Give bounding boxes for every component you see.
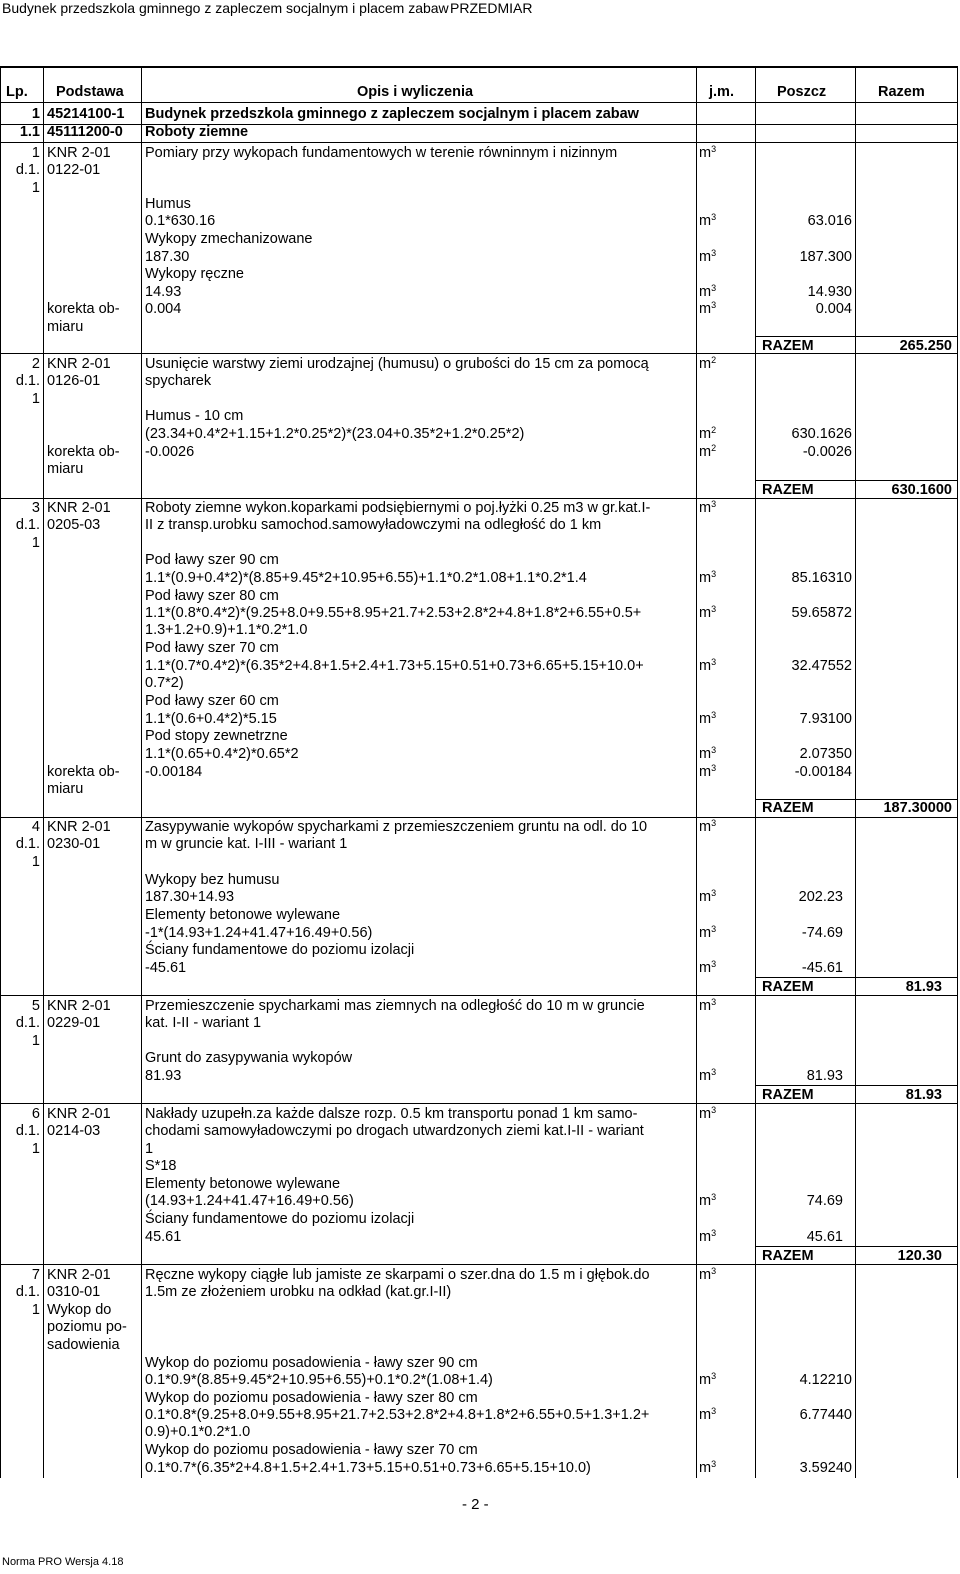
unit-symbol: m — [699, 711, 712, 727]
line-value: 45.61 — [806, 1229, 843, 1245]
line-value: 3.59240 — [799, 1460, 852, 1476]
col-rule — [43, 66, 44, 1478]
document-title: Budynek przedszkola gminnego z zapleczem socjalnym i placem zabaw — [2, 0, 449, 16]
line-label: Grunt do zasypywania wykopów — [145, 1050, 353, 1066]
item-podstawa: KNR 2-01 — [47, 356, 111, 372]
unit-exponent: 3 — [711, 144, 717, 154]
header-bottom-rule — [0, 102, 958, 103]
item-lp: d.1. — [15, 373, 40, 389]
line-value: 4.12210 — [799, 1372, 852, 1388]
unit-exponent: 3 — [711, 212, 717, 222]
unit-exponent: 3 — [711, 248, 717, 258]
line-formula: 14.93 — [145, 284, 182, 300]
unit-exponent: 3 — [711, 569, 717, 579]
col-rule — [957, 66, 958, 1478]
item-lp: d.1. — [15, 836, 40, 852]
unit-exponent: 3 — [711, 1459, 717, 1469]
section-code: 45214100-1 — [47, 106, 125, 122]
item-lp: d.1. — [15, 162, 40, 178]
korekta-label: miaru — [47, 461, 84, 477]
line-label: S*18 — [145, 1158, 177, 1174]
item-lp: d.1. — [15, 517, 40, 533]
line-label: Elementy betonowe wylewane — [145, 1176, 341, 1192]
unit — [699, 746, 716, 763]
line-formula: 1.3+1.2+0.9)+1.1*0.2*1.0 — [145, 622, 308, 638]
item-podstawa: 0230-01 — [47, 836, 101, 852]
unit-exponent: 3 — [711, 300, 717, 310]
item-description: Pomiary przy wykopach fundamentowych w terenie równinnym i nizinnym — [145, 145, 618, 161]
line-value: 63.016 — [807, 213, 852, 229]
item-podstawa: sadowienia — [47, 1337, 120, 1353]
unit-symbol: m — [699, 998, 712, 1014]
unit-symbol: m — [699, 1068, 712, 1084]
section-name: Roboty ziemne — [145, 124, 249, 140]
unit-symbol: m — [699, 1407, 712, 1423]
line-formula: 1.1*(0.65+0.4*2)*0.65*2 — [145, 746, 299, 762]
unit-exponent: 3 — [711, 657, 717, 667]
line-formula: 1.1*(0.7*0.4*2)*(6.35*2+4.8+1.5+2.4+1.73+5.15+0.51+0.73+6.65+5.15+10.0+ — [145, 658, 644, 674]
line-formula: -0.0026 — [145, 444, 195, 460]
unit — [699, 658, 716, 675]
unit — [699, 145, 716, 162]
line-value: 630.1626 — [791, 426, 852, 442]
unit — [699, 1106, 716, 1123]
item-rule — [0, 353, 958, 354]
unit-exponent: 3 — [711, 763, 717, 773]
item-description: kat. I-II - wariant 1 — [145, 1015, 262, 1031]
line-value: 0.004 — [815, 301, 852, 317]
unit-symbol: m — [699, 1193, 712, 1209]
section-code: 45111200-0 — [47, 124, 123, 140]
col-rule — [141, 66, 142, 1478]
razem-label: RAZEM — [762, 338, 814, 354]
item-description: chodami samowyładowczymi po drogach utwardzonych ziemi kat.I-II - wariant — [145, 1123, 644, 1139]
line-label: Ściany fundamentowe do poziomu izolacji — [145, 942, 415, 958]
razem-label: RAZEM — [762, 979, 814, 995]
line-formula: 0.1*0.9*(8.85+9.45*2+10.95+6.55)+0.1*0.2*(1.08+1.4) — [145, 1372, 493, 1388]
item-podstawa: 0214-03 — [47, 1123, 101, 1139]
item-lp: 4 — [31, 819, 40, 835]
unit — [699, 444, 716, 461]
unit-symbol: m — [699, 925, 712, 941]
unit — [699, 925, 716, 942]
line-value: -0.0026 — [802, 444, 852, 460]
unit — [699, 249, 716, 266]
unit-symbol: m — [699, 819, 712, 835]
unit-symbol: m — [699, 889, 712, 905]
item-podstawa: KNR 2-01 — [47, 819, 111, 835]
korekta-label: miaru — [47, 319, 84, 335]
korekta-label: miaru — [47, 781, 84, 797]
line-value: 14.930 — [807, 284, 852, 300]
line-formula: 0.004 — [145, 301, 182, 317]
unit-symbol: m — [699, 764, 712, 780]
unit-symbol: m — [699, 658, 712, 674]
line-label: Pod ławy szer 60 cm — [145, 693, 279, 709]
unit — [699, 764, 716, 781]
item-rule — [0, 817, 958, 818]
line-label: Elementy betonowe wylewane — [145, 907, 341, 923]
razem-total: 120.30 — [897, 1248, 942, 1264]
item-description: Nakłady uzupełn.za każde dalsze rozp. 0.5 km transportu ponad 1 km samo- — [145, 1106, 638, 1122]
col-rule — [0, 66, 1, 1478]
unit-exponent: 3 — [711, 1371, 717, 1381]
top-rule — [0, 66, 958, 68]
line-formula: (14.93+1.24+41.47+16.49+0.56) — [145, 1193, 354, 1209]
unit — [699, 605, 716, 622]
line-label: Pod ławy szer 70 cm — [145, 640, 279, 656]
unit-exponent: 3 — [711, 283, 717, 293]
item-podstawa: 0122-01 — [47, 162, 101, 178]
line-formula: 187.30+14.93 — [145, 889, 235, 905]
item-podstawa: 0205-03 — [47, 517, 101, 533]
item-podstawa: 0310-01 — [47, 1284, 101, 1300]
line-formula: 0.1*0.8*(9.25+8.0+9.55+8.95+21.7+2.53+2.8*2+4.8+1.8*2+6.55+0.5+1.3+1.2+ — [145, 1407, 650, 1423]
line-label: Wykop do poziomu posadowienia - ławy szer 70 cm — [145, 1442, 478, 1458]
razem-rule — [755, 480, 958, 481]
page-number: - 2 - — [462, 1496, 489, 1513]
item-podstawa: KNR 2-01 — [47, 500, 111, 516]
unit-symbol: m — [699, 1229, 712, 1245]
unit — [699, 213, 716, 230]
col-header-podstawa: Podstawa — [56, 84, 124, 100]
razem-rule — [755, 336, 958, 337]
col-header-lp: Lp. — [6, 84, 28, 100]
line-formula: -1*(14.93+1.24+41.47+16.49+0.56) — [145, 925, 373, 941]
line-value: -0.00184 — [794, 764, 852, 780]
unit-exponent: 3 — [711, 1406, 717, 1416]
item-podstawa: 0126-01 — [47, 373, 101, 389]
item-rule — [0, 1103, 958, 1104]
item-lp: 1 — [31, 854, 40, 870]
unit — [699, 284, 716, 301]
unit-symbol: m — [699, 356, 712, 372]
item-podstawa: KNR 2-01 — [47, 145, 111, 161]
item-description: Usunięcie warstwy ziemi urodzajnej (humusu) o grubości do 15 cm za pomocą — [145, 356, 649, 372]
unit — [699, 819, 716, 836]
footer-version: Norma PRO Wersja 4.18 — [2, 1556, 124, 1568]
item-podstawa: poziomu po- — [47, 1319, 127, 1335]
unit — [699, 1407, 716, 1424]
unit-exponent: 2 — [711, 425, 717, 435]
unit — [699, 1068, 716, 1085]
section-lp: 1 — [31, 106, 40, 122]
item-description: Zasypywanie wykopów spycharkami z przemieszczeniem gruntu na odl. do 10 — [145, 819, 648, 835]
item-lp: d.1. — [15, 1015, 40, 1031]
col-header-jm: j.m. — [709, 84, 734, 100]
unit-exponent: 2 — [711, 443, 717, 453]
line-label: Humus — [145, 196, 191, 212]
item-lp: d.1. — [15, 1284, 40, 1300]
unit-exponent: 3 — [711, 710, 717, 720]
unit-symbol: m — [699, 284, 712, 300]
line-formula: 1.1*(0.6+0.4*2)*5.15 — [145, 711, 277, 727]
razem-label: RAZEM — [762, 1248, 814, 1264]
line-value: 85.16310 — [791, 570, 852, 586]
unit-exponent: 3 — [711, 1266, 717, 1276]
unit-exponent: 3 — [711, 1192, 717, 1202]
unit-symbol: m — [699, 1267, 712, 1283]
unit — [699, 711, 716, 728]
line-label: Wykopy bez humusu — [145, 872, 280, 888]
line-value: 7.93100 — [799, 711, 852, 727]
line-formula: 45.61 — [145, 1229, 182, 1245]
unit-symbol: m — [699, 301, 712, 317]
col-rule — [696, 66, 697, 1478]
item-lp: 7 — [31, 1267, 40, 1283]
line-formula: 0.1*0.7*(6.35*2+4.8+1.5+2.4+1.73+5.15+0.51+0.73+6.65+5.15+10.0) — [145, 1460, 591, 1476]
line-formula: (23.34+0.4*2+1.15+1.2*0.25*2)*(23.04+0.35*2+1.2*0.25*2) — [145, 426, 525, 442]
razem-total: 187.30000 — [883, 800, 952, 816]
unit — [699, 1460, 716, 1477]
line-value: 32.47552 — [791, 658, 852, 674]
unit-symbol: m — [699, 426, 712, 442]
line-label: Pod stopy zewnetrzne — [145, 728, 288, 744]
item-rule — [0, 498, 958, 499]
item-lp: 1 — [31, 391, 40, 407]
unit-exponent: 3 — [711, 1105, 717, 1115]
item-description: Ręczne wykopy ciągłe lub jamiste ze skarpami o szer.dna do 1.5 m i głębok.do — [145, 1267, 650, 1283]
unit-symbol: m — [699, 1460, 712, 1476]
line-value: 2.07350 — [799, 746, 852, 762]
line-value: -74.69 — [801, 925, 843, 941]
line-label: Ściany fundamentowe do poziomu izolacji — [145, 1211, 415, 1227]
unit — [699, 998, 716, 1015]
unit-symbol: m — [699, 746, 712, 762]
item-lp: 1 — [31, 1141, 40, 1157]
item-rule — [0, 1264, 958, 1265]
razem-label: RAZEM — [762, 1087, 814, 1103]
unit-exponent: 3 — [711, 959, 717, 969]
program-overlay: PRZEDMIAR — [450, 0, 533, 16]
col-header-poszcz: Poszcz — [777, 84, 827, 100]
item-podstawa: Wykop do — [47, 1302, 112, 1318]
unit-exponent: 2 — [711, 355, 717, 365]
unit-exponent: 3 — [711, 818, 717, 828]
item-description: Przemieszczenie spycharkami mas ziemnych na odległość do 10 m w gruncie — [145, 998, 645, 1014]
col-rule — [855, 66, 856, 1478]
line-formula: -0.00184 — [145, 764, 203, 780]
item-lp: 6 — [31, 1106, 40, 1122]
section-name: Budynek przedszkola gminnego z zapleczem socjalnym i placem zabaw — [145, 106, 639, 122]
razem-label: RAZEM — [762, 800, 814, 816]
unit-exponent: 3 — [711, 745, 717, 755]
razem-total: 265.250 — [899, 338, 952, 354]
unit-exponent: 3 — [711, 604, 717, 614]
razem-total: 81.93 — [905, 1087, 942, 1103]
unit-exponent: 3 — [711, 499, 717, 509]
item-lp: 1 — [31, 145, 40, 161]
line-formula: 0.1*630.16 — [145, 213, 216, 229]
unit-symbol: m — [699, 145, 712, 161]
razem-total: 81.93 — [905, 979, 942, 995]
line-value: 6.77440 — [799, 1407, 852, 1423]
line-value: 202.23 — [798, 889, 843, 905]
unit — [699, 356, 716, 373]
line-formula: 187.30 — [145, 249, 190, 265]
unit-symbol: m — [699, 960, 712, 976]
unit — [699, 1229, 716, 1246]
item-lp: 5 — [31, 998, 40, 1014]
item-podstawa: 0229-01 — [47, 1015, 101, 1031]
col-header-opis: Opis i wyliczenia — [357, 84, 474, 100]
unit — [699, 1372, 716, 1389]
item-lp: 1 — [31, 535, 40, 551]
line-label: Pod ławy szer 90 cm — [145, 552, 279, 568]
razem-label: RAZEM — [762, 482, 814, 498]
unit-exponent: 3 — [711, 924, 717, 934]
unit-symbol: m — [699, 1372, 712, 1388]
unit — [699, 1193, 716, 1210]
korekta-label: korekta ob- — [47, 444, 120, 460]
unit-symbol: m — [699, 500, 712, 516]
section-rule — [0, 124, 958, 125]
section-lp: 1.1 — [19, 124, 40, 140]
unit-exponent: 3 — [711, 1067, 717, 1077]
item-lp: 1 — [31, 1302, 40, 1318]
item-lp: 1 — [31, 180, 40, 196]
item-lp: 3 — [31, 500, 40, 516]
line-label: Humus - 10 cm — [145, 408, 244, 424]
line-label: Wykop do poziomu posadowienia - ławy szer 80 cm — [145, 1390, 478, 1406]
unit-symbol: m — [699, 570, 712, 586]
item-lp: 1 — [31, 1033, 40, 1049]
unit — [699, 889, 716, 906]
col-header-razem: Razem — [878, 84, 925, 100]
item-description: 1 — [145, 1141, 154, 1157]
line-label: Wykopy zmechanizowane — [145, 231, 313, 247]
line-value: 59.65872 — [791, 605, 852, 621]
korekta-label: korekta ob- — [47, 764, 120, 780]
unit — [699, 960, 716, 977]
line-label: Wykopy ręczne — [145, 266, 244, 282]
line-formula: 0.9)+0.1*0.2*1.0 — [145, 1424, 251, 1440]
line-formula: 1.1*(0.8*0.4*2)*(9.25+8.0+9.55+8.95+21.7+2.53+2.8*2+4.8+1.8*2+6.55+0.5+ — [145, 605, 642, 621]
unit-symbol: m — [699, 605, 712, 621]
line-value: 187.300 — [799, 249, 852, 265]
unit-exponent: 3 — [711, 1228, 717, 1238]
razem-rule — [755, 977, 958, 978]
item-description: m w gruncie kat. I-III - wariant 1 — [145, 836, 348, 852]
unit — [699, 301, 716, 318]
item-description: spycharek — [145, 373, 212, 389]
unit-exponent: 3 — [711, 888, 717, 898]
unit-symbol: m — [699, 213, 712, 229]
item-description: II z transp.urobku samochod.samowyładowczymi na odległość do 1 km — [145, 517, 602, 533]
item-podstawa: KNR 2-01 — [47, 1267, 111, 1283]
line-formula: -45.61 — [145, 960, 187, 976]
unit-symbol: m — [699, 249, 712, 265]
unit-symbol: m — [699, 1106, 712, 1122]
unit — [699, 1267, 716, 1284]
unit-symbol: m — [699, 444, 712, 460]
item-rule — [0, 995, 958, 996]
line-label: Pod ławy szer 80 cm — [145, 588, 279, 604]
item-podstawa: KNR 2-01 — [47, 1106, 111, 1122]
section-rule — [0, 142, 958, 143]
korekta-label: korekta ob- — [47, 301, 120, 317]
unit — [699, 570, 716, 587]
line-label: Wykop do poziomu posadowienia - ławy szer 90 cm — [145, 1355, 478, 1371]
item-lp: d.1. — [15, 1123, 40, 1139]
item-lp: 2 — [31, 356, 40, 372]
unit — [699, 426, 716, 443]
razem-rule — [755, 1085, 958, 1086]
line-value: -45.61 — [801, 960, 843, 976]
line-value: 74.69 — [806, 1193, 843, 1209]
line-formula: 1.1*(0.9+0.4*2)*(8.85+9.45*2+10.95+6.55)+1.1*0.2*1.08+1.1*0.2*1.4 — [145, 570, 587, 586]
line-formula: 0.7*2) — [145, 675, 184, 691]
razem-total: 630.1600 — [891, 482, 952, 498]
unit-exponent: 3 — [711, 997, 717, 1007]
item-description: 1.5m ze złożeniem urobku na odkład (kat.gr.I-II) — [145, 1284, 452, 1300]
item-podstawa: KNR 2-01 — [47, 998, 111, 1014]
razem-rule — [755, 1246, 958, 1247]
line-value: 81.93 — [806, 1068, 843, 1084]
unit — [699, 500, 716, 517]
line-formula: 81.93 — [145, 1068, 182, 1084]
item-description: Roboty ziemne wykon.koparkami podsiębiernymi o poj.łyżki 0.25 m3 w gr.kat.I- — [145, 500, 651, 516]
